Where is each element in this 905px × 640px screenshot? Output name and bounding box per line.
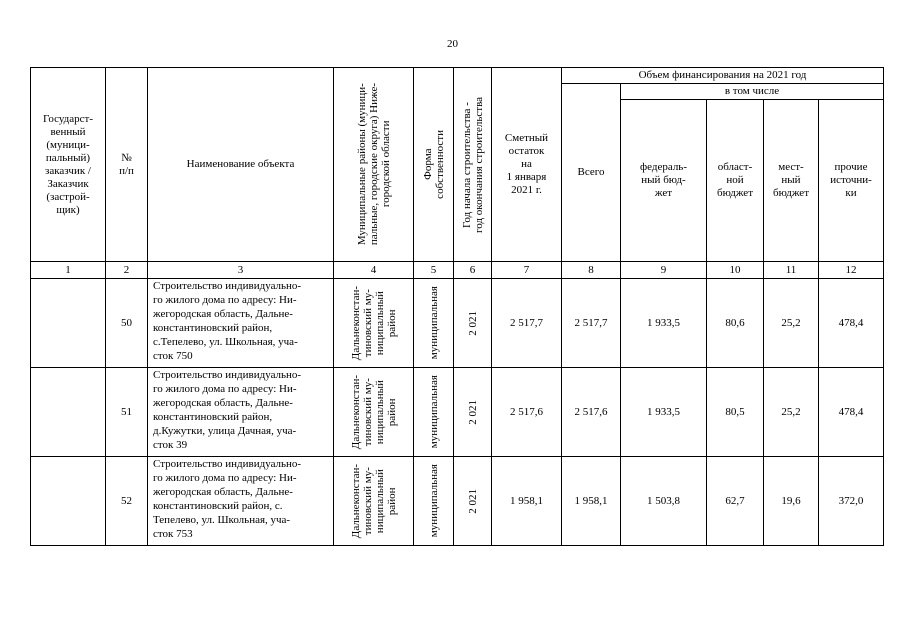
row-number: 50 (106, 279, 148, 368)
column-number: 9 (621, 262, 707, 279)
header-object-name: Наименование объекта (148, 68, 334, 262)
row-customer (31, 279, 106, 368)
row-years: 2 021 (454, 457, 492, 546)
column-number-row (31, 262, 884, 279)
header-estimated-balance: Сметный остаток на 1 января 2021 г. (492, 68, 562, 262)
row-object-name: Строительство индивидуально- го жилого дома по адресу: Ни- жегородская область, Дальне- константиновский район, д.Кужутки, улица Дачная, уча- сток 39 (148, 368, 334, 457)
row-local: 19,6 (764, 457, 819, 546)
row-years: 2 021 (454, 279, 492, 368)
funding-table (30, 67, 884, 546)
row-other: 372,0 (819, 457, 884, 546)
row-ownership: муниципальная (414, 279, 454, 368)
header-other: прочие источни- ки (819, 100, 884, 262)
row-regional: 80,5 (707, 368, 764, 457)
row-federal: 1 503,8 (621, 457, 707, 546)
page-number: 20 (447, 38, 458, 50)
table-row (31, 279, 884, 368)
header-federal: федераль- ный бюд- жет (621, 100, 707, 262)
row-other: 478,4 (819, 368, 884, 457)
column-number: 11 (764, 262, 819, 279)
header-total: Всего (562, 84, 621, 262)
row-total: 2 517,6 (562, 368, 621, 457)
row-regional: 62,7 (707, 457, 764, 546)
column-number: 7 (492, 262, 562, 279)
column-number: 12 (819, 262, 884, 279)
row-object-name: Строительство индивидуально- го жилого дома по адресу: Ни- жегородская область, Дальне- константиновский район, с. Тепелево, ул. Школьная, уча- сток 753 (148, 457, 334, 546)
header-years: Год начала строительства - год окончания строительства (454, 68, 492, 262)
row-number: 51 (106, 368, 148, 457)
row-district: Дальнеконстан- тиновский му- ниципальный район (334, 368, 414, 457)
row-number: 52 (106, 457, 148, 546)
row-total: 1 958,1 (562, 457, 621, 546)
header-customer: Государст- венный (муници- пальный) заказчик / Заказчик (застрой- щик) (31, 68, 106, 262)
row-district: Дальнеконстан- тиновский му- ниципальный район (334, 457, 414, 546)
row-total: 2 517,7 (562, 279, 621, 368)
row-ownership: муниципальная (414, 368, 454, 457)
header-number: № п/п (106, 68, 148, 262)
row-estimated-balance: 2 517,6 (492, 368, 562, 457)
header-regional: област- ной бюджет (707, 100, 764, 262)
column-number: 10 (707, 262, 764, 279)
row-federal: 1 933,5 (621, 368, 707, 457)
row-ownership: муниципальная (414, 457, 454, 546)
row-federal: 1 933,5 (621, 279, 707, 368)
header-local: мест- ный бюджет (764, 100, 819, 262)
row-customer (31, 368, 106, 457)
column-number: 3 (148, 262, 334, 279)
column-number: 8 (562, 262, 621, 279)
table-row (31, 457, 884, 546)
column-number: 5 (414, 262, 454, 279)
row-district: Дальнеконстан- тиновский му- ниципальный район (334, 279, 414, 368)
header-row-1 (31, 68, 884, 84)
header-funding-2021: Объем финансирования на 2021 год (562, 68, 884, 84)
row-regional: 80,6 (707, 279, 764, 368)
column-number: 4 (334, 262, 414, 279)
row-other: 478,4 (819, 279, 884, 368)
table-row (31, 368, 884, 457)
row-estimated-balance: 2 517,7 (492, 279, 562, 368)
column-number: 6 (454, 262, 492, 279)
header-ownership: Форма собственности (414, 68, 454, 262)
row-years: 2 021 (454, 368, 492, 457)
header-including: в том числе (621, 84, 884, 100)
row-object-name: Строительство индивидуально- го жилого дома по адресу: Ни- жегородская область, Дальне- константиновский район, с.Тепелево, ул. Школьная, уча- сток 750 (148, 279, 334, 368)
row-estimated-balance: 1 958,1 (492, 457, 562, 546)
row-local: 25,2 (764, 368, 819, 457)
row-customer (31, 457, 106, 546)
header-district: Муниципальные районы (муници- пальные, городские округа) Ниже- городской области (334, 68, 414, 262)
column-number: 2 (106, 262, 148, 279)
column-number: 1 (31, 262, 106, 279)
row-local: 25,2 (764, 279, 819, 368)
